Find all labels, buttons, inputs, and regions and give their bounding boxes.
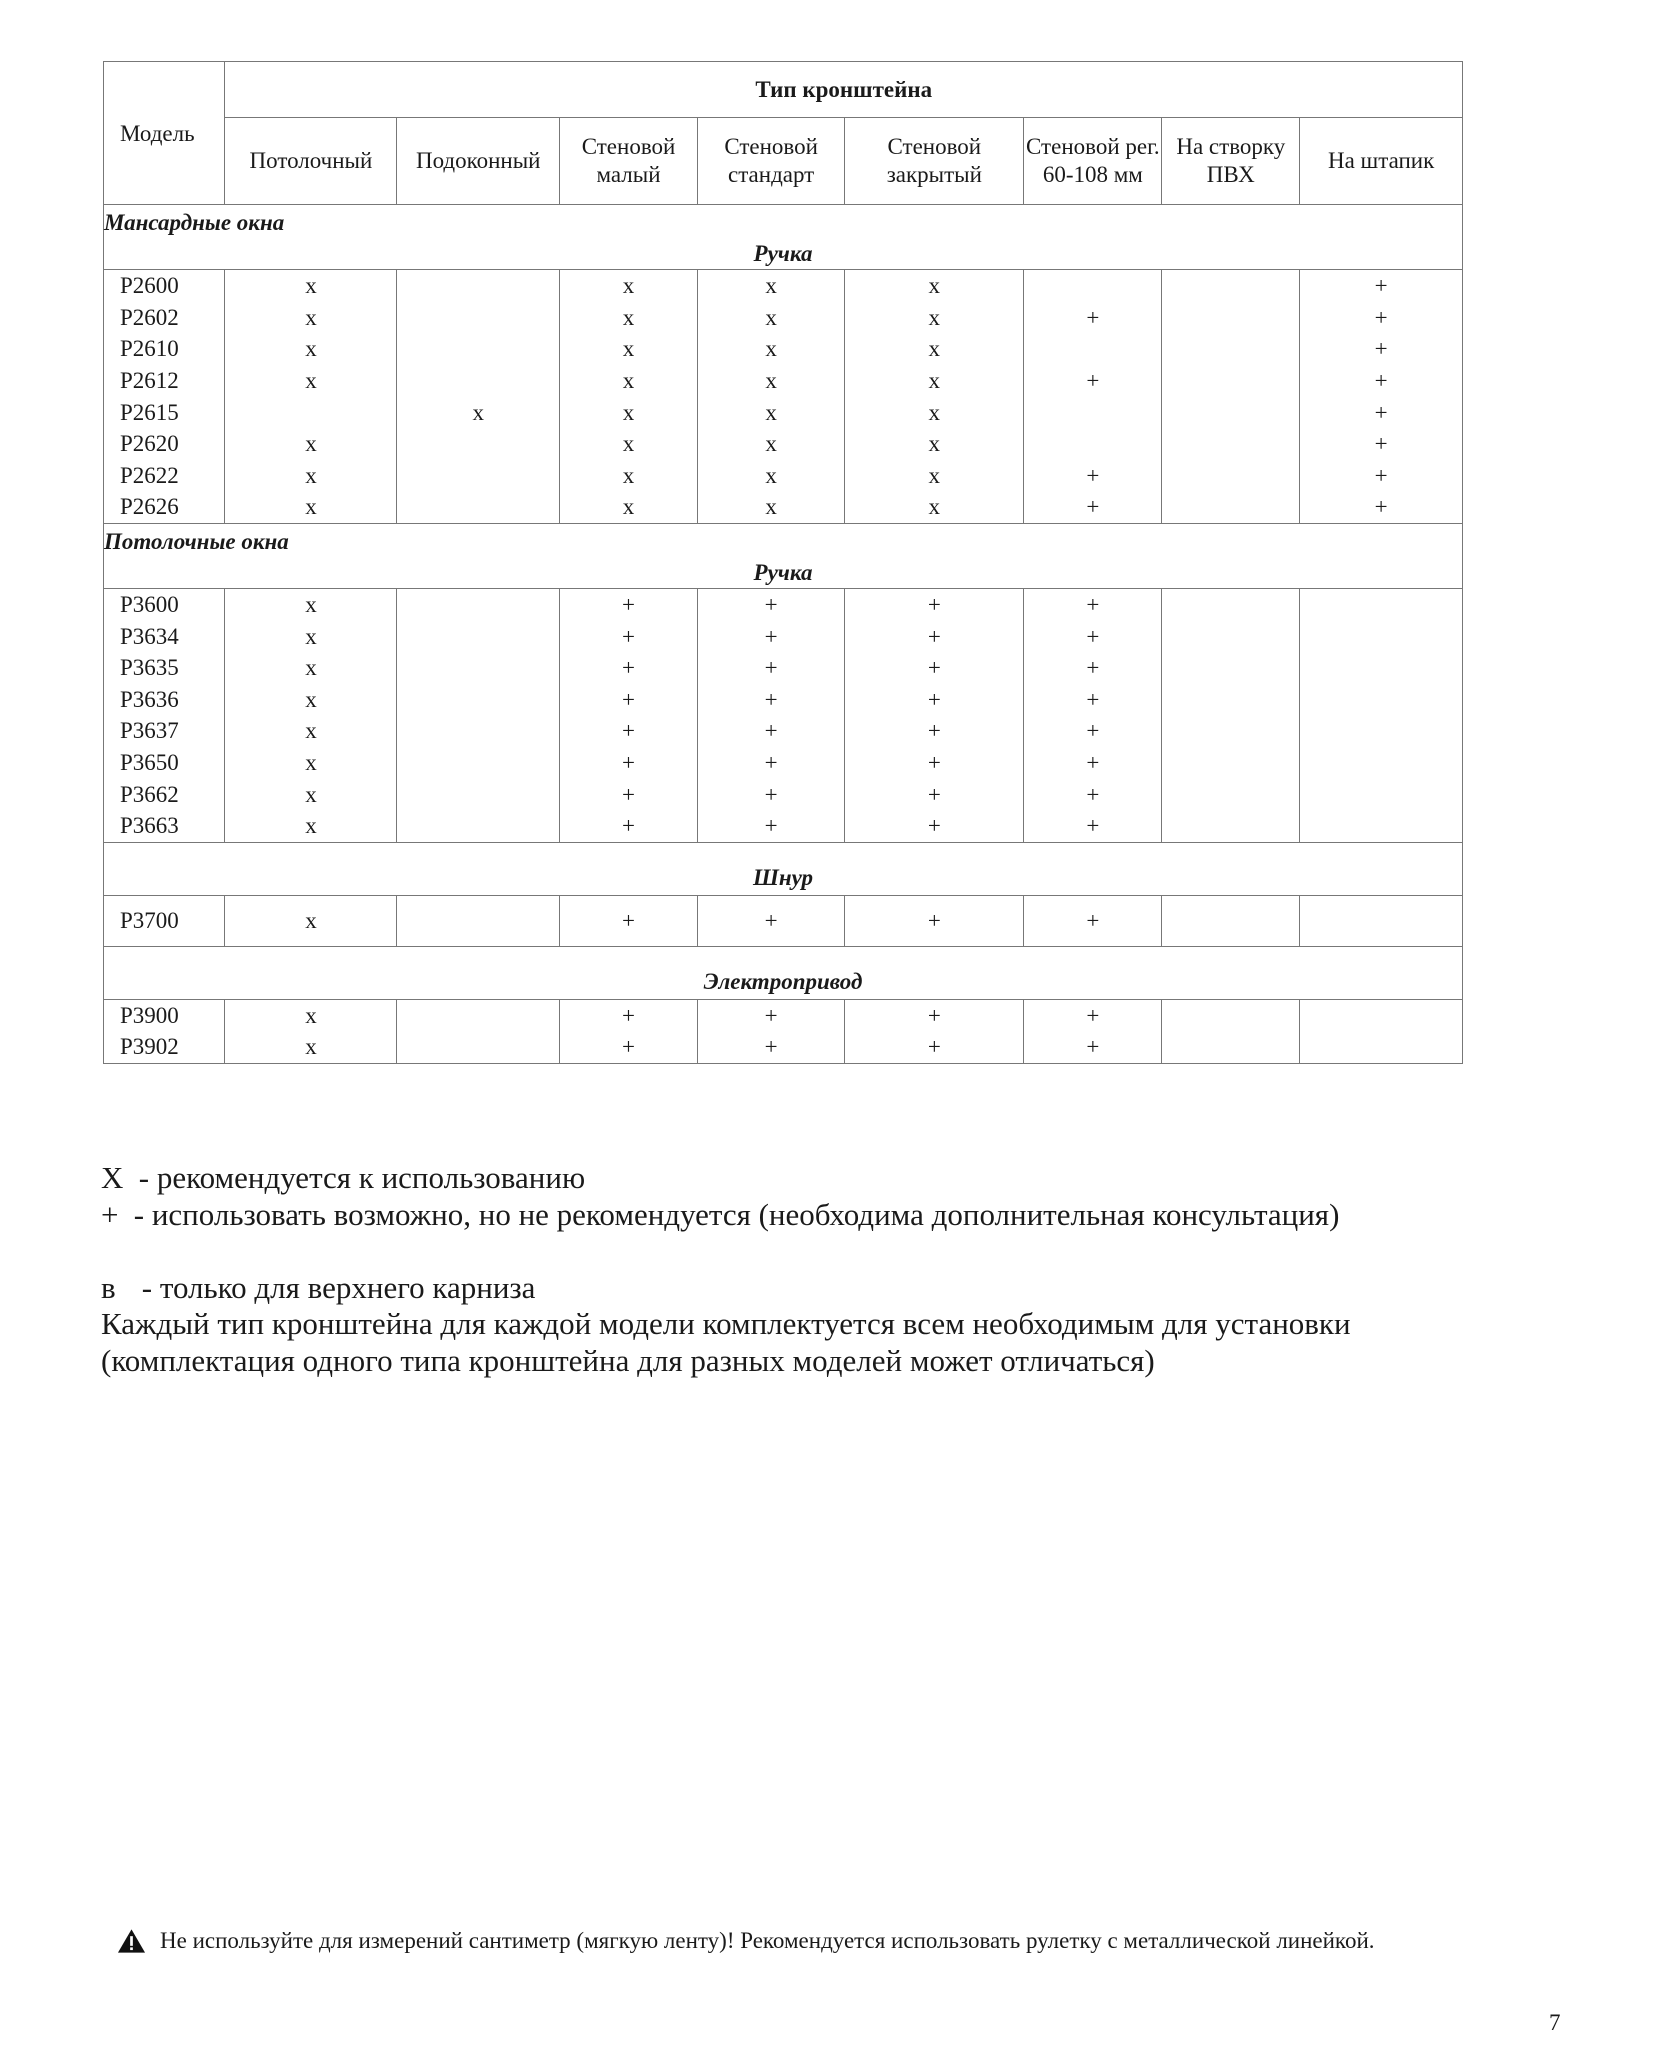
compatibility-cell: x	[560, 365, 698, 397]
model-cell: P3634	[104, 620, 225, 652]
legend-x	[101, 1160, 1351, 1197]
compatibility-cell	[1162, 810, 1300, 842]
compatibility-cell: +	[1024, 895, 1162, 946]
compatibility-cell	[1300, 778, 1463, 810]
bracket-type-columns	[104, 118, 1463, 205]
model-cell: P3700	[104, 895, 225, 946]
compatibility-cell	[397, 778, 560, 810]
table-row	[104, 999, 1463, 1031]
table-row	[104, 460, 1463, 492]
compatibility-cell	[1024, 270, 1162, 302]
column-header-line: Подоконный	[415, 148, 541, 173]
compatibility-cell	[1162, 428, 1300, 460]
measurement-warning	[117, 1928, 1375, 1954]
column-header-line: Стеновой	[581, 134, 676, 159]
table-row	[104, 428, 1463, 460]
compatibility-cell	[397, 428, 560, 460]
compatibility-cell: x	[225, 747, 397, 779]
compatibility-cell: x	[845, 333, 1024, 365]
compatibility-cell	[1300, 588, 1463, 620]
compatibility-cell	[1162, 999, 1300, 1031]
compatibility-cell: x	[560, 491, 698, 523]
table-row	[104, 715, 1463, 747]
table-body	[104, 205, 1463, 1064]
compatibility-cell	[1024, 333, 1162, 365]
compatibility-cell: +	[560, 652, 698, 684]
compatibility-cell: +	[1300, 428, 1463, 460]
compatibility-cell: +	[1024, 652, 1162, 684]
column-header-line: Стеновой	[724, 134, 818, 159]
compatibility-cell: +	[698, 810, 845, 842]
table-row	[104, 270, 1463, 302]
compatibility-cell	[1162, 620, 1300, 652]
compatibility-cell: x	[225, 620, 397, 652]
section-title: Мансардные окна	[104, 205, 1463, 239]
compatibility-cell: x	[698, 333, 845, 365]
bracket-column-header	[397, 118, 560, 205]
table-row	[104, 491, 1463, 523]
compatibility-cell: x	[225, 715, 397, 747]
model-cell: P3902	[104, 1031, 225, 1063]
compatibility-cell: +	[560, 588, 698, 620]
compatibility-cell: +	[1024, 302, 1162, 334]
compatibility-cell: +	[1300, 491, 1463, 523]
compatibility-cell	[397, 620, 560, 652]
compatibility-cell: +	[560, 895, 698, 946]
compatibility-cell: x	[225, 684, 397, 716]
table-row	[104, 302, 1463, 334]
compatibility-cell: +	[560, 684, 698, 716]
compatibility-cell: x	[397, 396, 560, 428]
legend-plus	[101, 1197, 1351, 1234]
model-cell: P3637	[104, 715, 225, 747]
compatibility-cell: x	[560, 396, 698, 428]
column-header-line: малый	[596, 162, 661, 187]
compatibility-cell: x	[845, 270, 1024, 302]
compatibility-cell: +	[560, 620, 698, 652]
column-header-line: Стеновой рег.	[1026, 134, 1160, 159]
compatibility-cell: x	[225, 460, 397, 492]
compatibility-cell: x	[225, 895, 397, 946]
compatibility-cell: x	[225, 999, 397, 1031]
section-title: Потолочные окна	[104, 523, 1463, 557]
compatibility-cell: x	[845, 428, 1024, 460]
compatibility-cell	[1162, 491, 1300, 523]
compatibility-cell: x	[698, 365, 845, 397]
compatibility-cell: +	[698, 999, 845, 1031]
compatibility-cell: +	[845, 1031, 1024, 1063]
table-row	[104, 895, 1463, 946]
compatibility-cell: +	[1024, 715, 1162, 747]
compatibility-cell: +	[698, 1031, 845, 1063]
subsection-title: Ручка	[104, 557, 1463, 589]
bracket-column-header	[1162, 118, 1300, 205]
table-row	[104, 1031, 1463, 1063]
subsection-title: Ручка	[104, 238, 1463, 270]
table-row	[104, 778, 1463, 810]
compatibility-cell	[397, 810, 560, 842]
table-row	[104, 333, 1463, 365]
compatibility-cell	[1162, 684, 1300, 716]
model-cell: P2615	[104, 396, 225, 428]
compatibility-cell: +	[698, 778, 845, 810]
table-row	[104, 620, 1463, 652]
compatibility-cell	[397, 365, 560, 397]
legend-x-symbol: X	[101, 1160, 124, 1195]
compatibility-cell	[397, 747, 560, 779]
compatibility-cell	[1162, 895, 1300, 946]
compatibility-cell: x	[845, 302, 1024, 334]
compatibility-cell: x	[225, 428, 397, 460]
legend-b	[101, 1270, 1351, 1307]
compatibility-cell	[1162, 302, 1300, 334]
compatibility-cell: +	[698, 588, 845, 620]
compatibility-cell: +	[845, 620, 1024, 652]
bracket-compatibility-table	[103, 61, 1463, 1064]
legend	[101, 1160, 1351, 1379]
compatibility-cell: x	[560, 428, 698, 460]
compatibility-cell: x	[698, 428, 845, 460]
compatibility-cell	[1162, 747, 1300, 779]
column-header-line: ПВХ	[1206, 162, 1255, 187]
compatibility-cell: +	[698, 652, 845, 684]
compatibility-cell: x	[225, 778, 397, 810]
compatibility-cell: +	[1300, 460, 1463, 492]
model-cell: P3900	[104, 999, 225, 1031]
compatibility-cell	[397, 895, 560, 946]
table-row	[104, 396, 1463, 428]
table-row	[104, 747, 1463, 779]
compatibility-cell: x	[845, 491, 1024, 523]
compatibility-cell: +	[698, 684, 845, 716]
compatibility-cell	[1300, 1031, 1463, 1063]
table-row	[104, 684, 1463, 716]
compatibility-cell: +	[1300, 365, 1463, 397]
table-row	[104, 810, 1463, 842]
bracket-column-header	[1024, 118, 1162, 205]
compatibility-cell	[1162, 1031, 1300, 1063]
compatibility-cell: +	[845, 652, 1024, 684]
page-number: 7	[1549, 2010, 1561, 2035]
compatibility-cell	[1162, 365, 1300, 397]
legend-b-symbol: в	[101, 1269, 116, 1305]
column-header-line: закрытый	[886, 162, 982, 187]
compatibility-cell: +	[1024, 620, 1162, 652]
compatibility-cell: +	[698, 895, 845, 946]
compatibility-cell: +	[1024, 460, 1162, 492]
compatibility-cell	[397, 1031, 560, 1063]
compatibility-cell: x	[225, 810, 397, 842]
compatibility-cell: +	[560, 1031, 698, 1063]
model-cell: P2612	[104, 365, 225, 397]
warning-text: Не используйте для измерений сантиметр (мягкую ленту)! Рекомендуется использовать рулетку с металлической линейкой.	[160, 1928, 1375, 1953]
bracket-column-header	[225, 118, 397, 205]
compatibility-cell: +	[845, 715, 1024, 747]
column-header-line: Потолочный	[249, 148, 373, 173]
compatibility-cell	[397, 684, 560, 716]
compatibility-cell	[1300, 895, 1463, 946]
compatibility-cell: x	[225, 652, 397, 684]
compatibility-cell: x	[698, 460, 845, 492]
model-cell: P3635	[104, 652, 225, 684]
compatibility-cell	[1162, 460, 1300, 492]
compatibility-cell: +	[845, 778, 1024, 810]
compatibility-cell: +	[560, 715, 698, 747]
compatibility-cell: +	[1300, 270, 1463, 302]
model-column-header: Модель	[104, 62, 225, 205]
compatibility-cell: +	[1024, 684, 1162, 716]
model-cell: P2610	[104, 333, 225, 365]
compatibility-cell: x	[225, 491, 397, 523]
compatibility-cell	[1300, 684, 1463, 716]
compatibility-cell	[1162, 270, 1300, 302]
model-cell: P2620	[104, 428, 225, 460]
subsection-title: Электропривод	[104, 946, 1463, 999]
compatibility-cell: +	[1024, 365, 1162, 397]
compatibility-cell	[1162, 778, 1300, 810]
model-cell: P3636	[104, 684, 225, 716]
compatibility-cell: x	[698, 491, 845, 523]
compatibility-cell: +	[1024, 1031, 1162, 1063]
compatibility-cell: x	[225, 333, 397, 365]
column-header-line: 60-108 мм	[1042, 162, 1143, 187]
compatibility-cell	[397, 270, 560, 302]
compatibility-cell	[1300, 999, 1463, 1031]
compatibility-cell	[225, 396, 397, 428]
column-header-line: Стеновой	[887, 134, 982, 159]
bracket-type-header: Тип кронштейна	[225, 62, 1463, 118]
legend-note-line-1: Каждый тип кронштейна для каждой модели комплектуется всем необходимым для установки	[101, 1306, 1351, 1341]
compatibility-cell	[397, 460, 560, 492]
compatibility-cell: +	[560, 999, 698, 1031]
compatibility-cell: +	[1300, 302, 1463, 334]
model-cell: P2602	[104, 302, 225, 334]
compatibility-cell	[1300, 620, 1463, 652]
compatibility-cell: +	[1024, 588, 1162, 620]
legend-b-text: - только для верхнего карниза	[141, 1269, 536, 1305]
column-header-line: На штапик	[1327, 148, 1435, 173]
legend-plus-text: - использовать возможно, но не рекомендуется (необходима дополнительная консультация)	[133, 1196, 1340, 1232]
compatibility-cell: x	[560, 333, 698, 365]
legend-x-text: - рекомендуется к использованию	[138, 1160, 586, 1195]
compatibility-cell: +	[845, 895, 1024, 946]
bracket-column-header	[698, 118, 845, 205]
compatibility-cell: x	[845, 460, 1024, 492]
compatibility-cell: x	[225, 302, 397, 334]
compatibility-cell: x	[225, 365, 397, 397]
compatibility-cell: +	[845, 588, 1024, 620]
compatibility-cell: x	[225, 588, 397, 620]
compatibility-cell: +	[560, 778, 698, 810]
model-cell: P3662	[104, 778, 225, 810]
compatibility-cell	[1300, 652, 1463, 684]
subsection-title: Шнур	[104, 842, 1463, 895]
compatibility-cell	[397, 588, 560, 620]
compatibility-cell: +	[845, 747, 1024, 779]
compatibility-cell	[1162, 396, 1300, 428]
compatibility-cell: +	[1300, 333, 1463, 365]
compatibility-cell: +	[1300, 396, 1463, 428]
compatibility-cell	[397, 652, 560, 684]
bracket-column-header	[845, 118, 1024, 205]
compatibility-cell	[1300, 747, 1463, 779]
warning-triangle-icon	[117, 1928, 146, 1954]
compatibility-cell: x	[698, 302, 845, 334]
compatibility-cell	[397, 999, 560, 1031]
compatibility-cell: +	[560, 747, 698, 779]
compatibility-cell	[397, 333, 560, 365]
compatibility-cell: +	[845, 810, 1024, 842]
model-cell: P3650	[104, 747, 225, 779]
compatibility-cell: +	[1024, 747, 1162, 779]
compatibility-cell: x	[225, 270, 397, 302]
compatibility-cell: +	[560, 810, 698, 842]
model-cell: P3663	[104, 810, 225, 842]
legend-note-line-2: (комплектация одного типа кронштейна для разных моделей может отличаться)	[101, 1342, 1155, 1378]
compatibility-cell	[1162, 652, 1300, 684]
compatibility-cell: +	[1024, 999, 1162, 1031]
compatibility-cell	[1162, 588, 1300, 620]
compatibility-cell	[1162, 715, 1300, 747]
compatibility-cell: +	[845, 999, 1024, 1031]
table-row	[104, 652, 1463, 684]
model-cell: P2600	[104, 270, 225, 302]
column-header-line: стандарт	[728, 162, 815, 187]
compatibility-cell: +	[698, 747, 845, 779]
model-cell: P2626	[104, 491, 225, 523]
compatibility-cell: +	[698, 715, 845, 747]
compatibility-cell: x	[698, 270, 845, 302]
compatibility-cell	[1162, 333, 1300, 365]
compatibility-cell	[1024, 396, 1162, 428]
compatibility-cell: x	[845, 365, 1024, 397]
compatibility-cell: +	[1024, 810, 1162, 842]
compatibility-cell	[397, 302, 560, 334]
model-cell: P3600	[104, 588, 225, 620]
compatibility-cell: x	[560, 302, 698, 334]
compatibility-cell: +	[845, 684, 1024, 716]
compatibility-cell	[397, 491, 560, 523]
compatibility-cell	[1300, 810, 1463, 842]
compatibility-cell	[397, 715, 560, 747]
compatibility-cell: x	[560, 270, 698, 302]
compatibility-cell: x	[698, 396, 845, 428]
bracket-column-header	[1300, 118, 1463, 205]
compatibility-cell	[1300, 715, 1463, 747]
compatibility-cell	[1024, 428, 1162, 460]
column-header-line: На створку	[1176, 134, 1286, 159]
compatibility-cell: +	[698, 620, 845, 652]
table-row	[104, 365, 1463, 397]
bracket-column-header	[560, 118, 698, 205]
compatibility-cell: x	[225, 1031, 397, 1063]
table-row	[104, 588, 1463, 620]
compatibility-cell: x	[845, 396, 1024, 428]
compatibility-cell: +	[1024, 491, 1162, 523]
legend-plus-symbol: +	[101, 1196, 119, 1232]
compatibility-cell: x	[560, 460, 698, 492]
model-cell: P2622	[104, 460, 225, 492]
compatibility-cell: +	[1024, 778, 1162, 810]
